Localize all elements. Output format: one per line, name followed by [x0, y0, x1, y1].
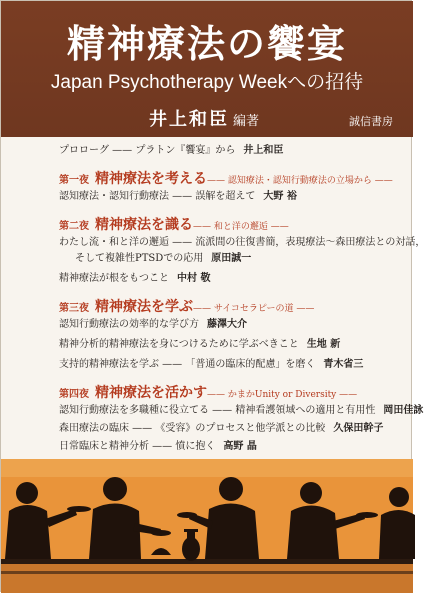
- toc-item-author: 高野 晶: [223, 441, 257, 452]
- night-2-heading: [59, 217, 399, 235]
- prologue-line: [59, 143, 399, 159]
- night-3-heading: [59, 299, 399, 317]
- toc-item-text: 認知療法・認知行動療法 —— 誤解を超えて: [59, 191, 256, 202]
- toc-item-text: 森田療法の臨床 —— 《受容》のプロセスと他学派との比較: [59, 423, 326, 434]
- author-row: [1, 101, 413, 131]
- toc-item-author: 生地 新: [306, 339, 341, 350]
- toc-item: [59, 357, 399, 373]
- toc-item: [59, 235, 425, 251]
- night-2-number: 第二夜: [59, 221, 89, 232]
- prologue-author: 井上和臣: [243, 145, 284, 156]
- night-4-number: 第四夜: [59, 389, 89, 400]
- toc-item: [59, 189, 399, 205]
- toc-item-continued: [59, 251, 399, 267]
- toc-item: [59, 439, 399, 455]
- cover-header-band: [1, 1, 413, 137]
- toc-item: [59, 403, 424, 419]
- prologue-text: プロローグ —— プラトン『饗宴』から: [59, 145, 236, 156]
- publisher-name: 誠信書房: [349, 115, 393, 128]
- toc-item-text: 日常臨床と精神分析 —— 憤に抱く: [59, 441, 216, 452]
- toc-item-author: 青木省三: [323, 359, 364, 370]
- toc-item: [59, 337, 399, 353]
- toc-item-text: そして複雑性PTSDでの応用: [75, 253, 204, 264]
- editor: [149, 105, 259, 131]
- symposium-illustration: [1, 459, 413, 593]
- night-3-number: 第三夜: [59, 303, 89, 314]
- night-3-subtitle: —— サイコセラピーの道 ——: [193, 304, 315, 314]
- toc-item-text: 精神分析的精神療法を身につけるために学ぶべきこと: [59, 339, 299, 350]
- night-2-subtitle: —— 和と洋の邂逅 ——: [193, 222, 289, 232]
- toc-item: [59, 317, 399, 333]
- toc-item-text: わたし流・和と洋の邂逅 —— 流派間の往復書簡，表現療法～森田療法との対話，: [59, 237, 425, 248]
- night-4-title: 精神療法を活かす: [95, 385, 207, 401]
- table-of-contents: [59, 143, 425, 481]
- night-3-title: 精神療法を学ぶ: [95, 299, 193, 315]
- toc-item-author: 大野 裕: [263, 191, 297, 202]
- night-1-title: 精神療法を考える: [95, 171, 207, 187]
- toc-item-text: 認知行動療法の効率的な学び方: [59, 319, 199, 330]
- night-1-number: 第一夜: [59, 175, 89, 186]
- toc-item-author: 藤澤大介: [207, 319, 247, 330]
- editor-role: 編著: [233, 114, 260, 129]
- book-title: 精神療法の饗宴: [66, 21, 347, 66]
- toc-item-author: 原田誠一: [211, 253, 252, 264]
- toc-item: [59, 421, 399, 437]
- toc-item-text: 認知行動療法を多職種に役立てる —— 精神看護領域への適用と有用性: [59, 405, 376, 416]
- toc-item-text: 精神療法が根をもつこと: [59, 273, 169, 284]
- toc-item-author: 中村 敬: [177, 273, 211, 284]
- night-1-heading: [59, 171, 399, 189]
- night-2-title: 精神療法を識る: [95, 217, 193, 233]
- night-4-heading: [59, 385, 399, 403]
- night-1-subtitle: —— 認知療法・認知行動療法の立場から ——: [207, 176, 393, 186]
- night-4-subtitle: —— かまかUnity or Diversity ——: [207, 390, 358, 400]
- toc-item-author: 岡田佳詠: [383, 405, 424, 416]
- toc-item: [59, 271, 399, 287]
- book-subtitle: Japan Psychotherapy Weekへの招待: [50, 72, 364, 93]
- toc-item-text: 支持的精神療法を学ぶ —— 「普通の臨床的配慮」を磨く: [59, 359, 316, 370]
- editor-name: 井上和臣: [149, 109, 229, 130]
- toc-item-author: 久保田幹子: [333, 423, 384, 434]
